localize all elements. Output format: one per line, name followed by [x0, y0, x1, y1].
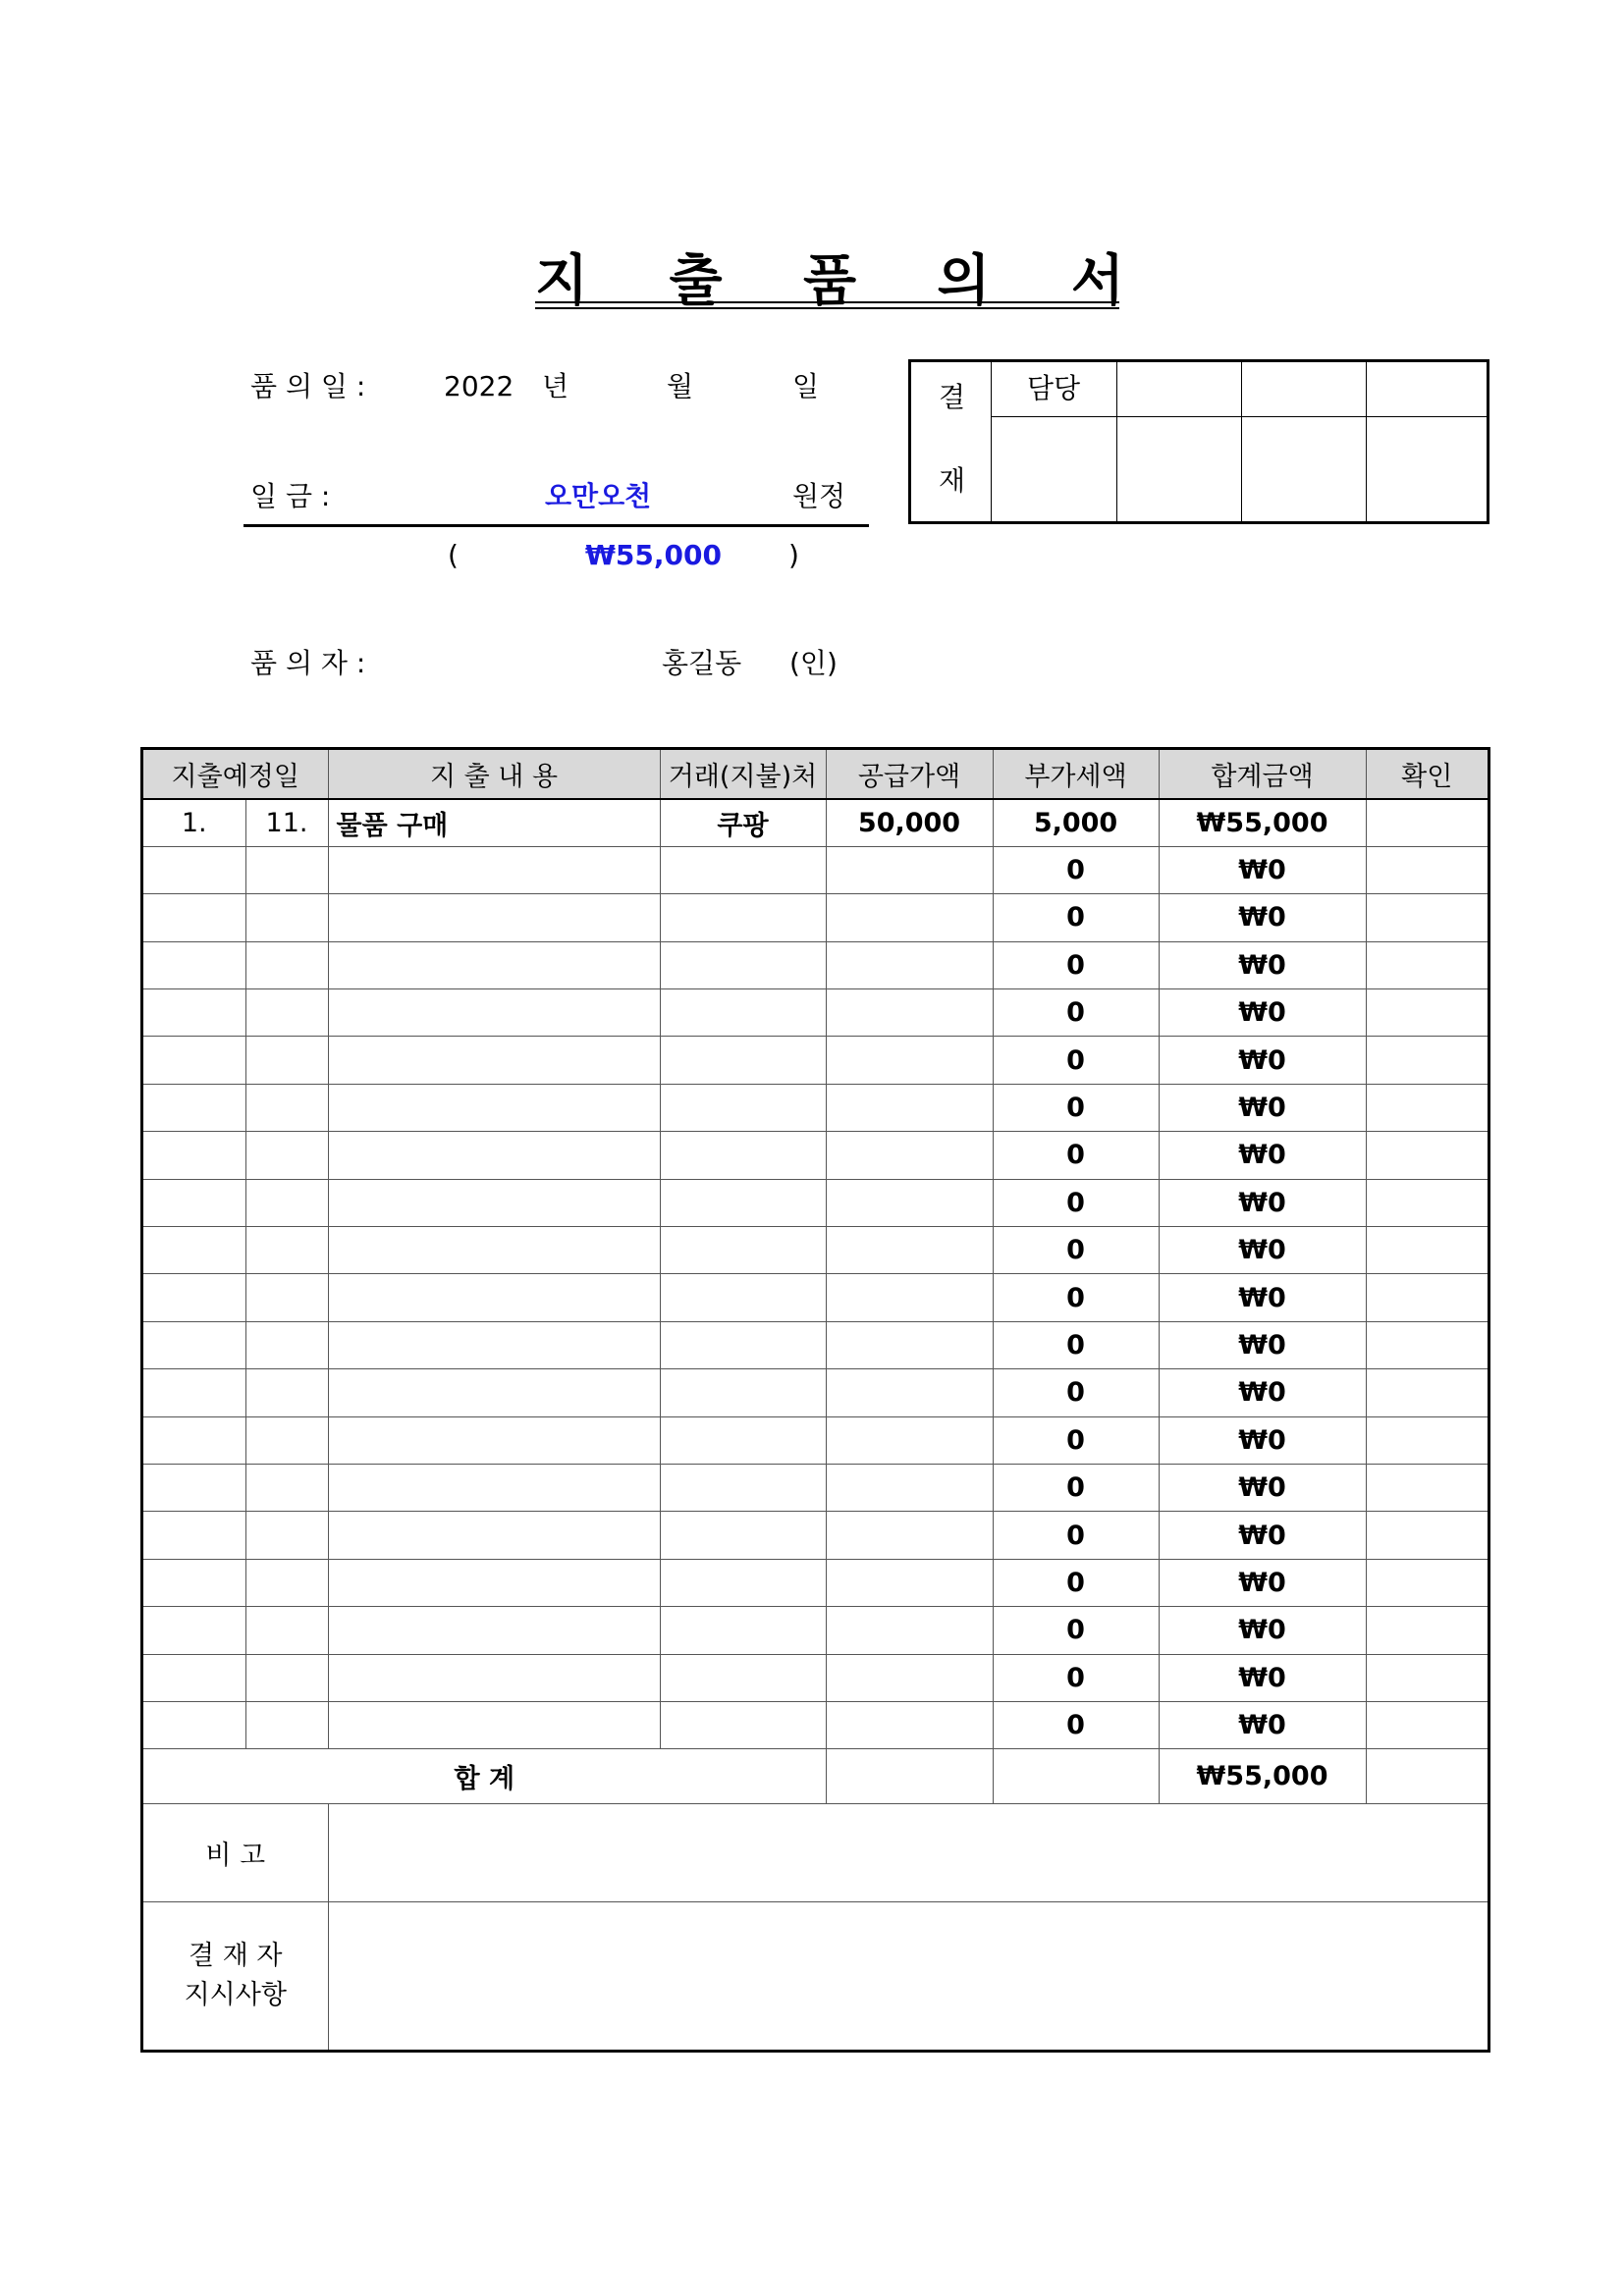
cell-vendor[interactable]: [660, 1512, 826, 1559]
cell-description[interactable]: [328, 989, 660, 1037]
cell-day[interactable]: [245, 1369, 328, 1416]
cell-confirm[interactable]: [1366, 1701, 1488, 1748]
table-row: [143, 1464, 1488, 1511]
title-char: 의: [937, 249, 991, 313]
cell-confirm[interactable]: [1366, 1512, 1488, 1559]
cell-confirm[interactable]: [1366, 1464, 1488, 1511]
cell-month[interactable]: [143, 846, 245, 893]
header-supply: 공급가액: [826, 750, 993, 799]
cell-day[interactable]: [245, 941, 328, 988]
total-amount[interactable]: ₩55,000: [1159, 1749, 1366, 1804]
cell-month[interactable]: [143, 989, 245, 1037]
cell-description[interactable]: [328, 1227, 660, 1274]
header-vat: 부가세액: [993, 750, 1159, 799]
cell-month[interactable]: [143, 1274, 245, 1321]
cell-month[interactable]: [143, 1179, 245, 1226]
day-unit: 일: [792, 370, 820, 402]
cell-vendor[interactable]: [660, 1464, 826, 1511]
cell-total[interactable]: ₩0: [1159, 1464, 1366, 1511]
remarks-label: 비 고: [143, 1804, 328, 1902]
cell-day[interactable]: [245, 894, 328, 941]
cell-day[interactable]: [245, 1607, 328, 1654]
table-header-row: [143, 750, 1488, 799]
cell-day[interactable]: [245, 1179, 328, 1226]
cell-month[interactable]: [143, 1084, 245, 1131]
table-row: [143, 894, 1488, 941]
cell-vendor[interactable]: [660, 894, 826, 941]
title-char: 지: [535, 249, 589, 313]
cell-vat[interactable]: 0: [993, 1369, 1159, 1416]
cell-day[interactable]: [245, 989, 328, 1037]
cell-confirm[interactable]: [1366, 1559, 1488, 1606]
cell-vat[interactable]: 5,000: [993, 799, 1159, 846]
table-row: [143, 989, 1488, 1037]
title-char: 서: [1070, 249, 1124, 313]
cell-vat[interactable]: 0: [993, 1321, 1159, 1368]
cell-total[interactable]: ₩0: [1159, 1369, 1366, 1416]
cell-vat[interactable]: 0: [993, 894, 1159, 941]
cell-confirm[interactable]: [1366, 941, 1488, 988]
year-unit: 년: [542, 370, 569, 402]
cell-total[interactable]: ₩0: [1159, 1559, 1366, 1606]
cell-vat[interactable]: 0: [993, 1512, 1159, 1559]
cell-vendor[interactable]: [660, 1607, 826, 1654]
total-confirm[interactable]: [1366, 1749, 1488, 1804]
amount-label: 일 금 :: [250, 480, 331, 512]
cell-day[interactable]: [245, 846, 328, 893]
cell-day[interactable]: 11.: [245, 799, 328, 846]
cell-vendor[interactable]: [660, 1084, 826, 1131]
cell-description[interactable]: [328, 1701, 660, 1748]
cell-description[interactable]: [328, 1512, 660, 1559]
cell-month[interactable]: [143, 1559, 245, 1606]
cell-vendor[interactable]: [660, 1321, 826, 1368]
cell-vendor[interactable]: [660, 1274, 826, 1321]
document-title: [535, 201, 1124, 313]
table-row: [143, 941, 1488, 988]
cell-vendor[interactable]: [660, 1037, 826, 1084]
table-row: [143, 1607, 1488, 1654]
cell-vat[interactable]: 0: [993, 1037, 1159, 1084]
cell-day[interactable]: [245, 1132, 328, 1179]
table-row: [143, 846, 1488, 893]
requester-label: 품 의 자 :: [250, 647, 366, 679]
cell-day[interactable]: [245, 1321, 328, 1368]
cell-description[interactable]: [328, 1321, 660, 1368]
approval-role-cell[interactable]: [1117, 362, 1240, 415]
cell-supply[interactable]: [826, 989, 993, 1037]
cell-month[interactable]: 1.: [143, 799, 245, 846]
cell-supply[interactable]: [826, 1369, 993, 1416]
remarks-field[interactable]: [328, 1804, 1488, 1902]
cell-total[interactable]: ₩55,000: [1159, 799, 1366, 846]
cell-supply[interactable]: [826, 894, 993, 941]
cell-vat[interactable]: 0: [993, 1701, 1159, 1748]
cell-month[interactable]: [143, 1321, 245, 1368]
cell-vat[interactable]: 0: [993, 1654, 1159, 1701]
cell-supply[interactable]: [826, 1132, 993, 1179]
cell-vendor[interactable]: 쿠팡: [660, 799, 826, 846]
cell-supply[interactable]: [826, 1037, 993, 1084]
table-row: [143, 1274, 1488, 1321]
instructions-label: [143, 1902, 328, 2050]
cell-day[interactable]: [245, 1464, 328, 1511]
table-row: [143, 1132, 1488, 1179]
cell-total[interactable]: ₩0: [1159, 1607, 1366, 1654]
cell-total[interactable]: ₩0: [1159, 846, 1366, 893]
table-row: [143, 1037, 1488, 1084]
cell-supply[interactable]: [826, 1179, 993, 1226]
cell-month[interactable]: [143, 1464, 245, 1511]
cell-month[interactable]: [143, 1369, 245, 1416]
cell-description[interactable]: [328, 1369, 660, 1416]
cell-supply[interactable]: [826, 1464, 993, 1511]
seal-mark: (인): [789, 647, 838, 679]
cell-confirm[interactable]: [1366, 1607, 1488, 1654]
table-row: [143, 1654, 1488, 1701]
cell-total[interactable]: ₩0: [1159, 1654, 1366, 1701]
cell-total[interactable]: ₩0: [1159, 941, 1366, 988]
cell-supply[interactable]: [826, 1607, 993, 1654]
cell-vendor[interactable]: [660, 1179, 826, 1226]
instructions-row: [143, 1902, 1488, 2050]
cell-description[interactable]: [328, 1559, 660, 1606]
cell-description[interactable]: [328, 1179, 660, 1226]
cell-description[interactable]: 물품 구매: [328, 799, 660, 846]
cell-month[interactable]: [143, 894, 245, 941]
cell-supply[interactable]: [826, 1227, 993, 1274]
table-row: [143, 1559, 1488, 1606]
cell-description[interactable]: [328, 1416, 660, 1464]
cell-month[interactable]: [143, 1701, 245, 1748]
amount-numeric[interactable]: ₩55,000: [585, 539, 722, 571]
cell-vendor[interactable]: [660, 1701, 826, 1748]
cell-vat[interactable]: 0: [993, 941, 1159, 988]
cell-description[interactable]: [328, 1464, 660, 1511]
cell-vat[interactable]: 0: [993, 1559, 1159, 1606]
cell-description[interactable]: [328, 941, 660, 988]
cell-description[interactable]: [328, 1274, 660, 1321]
cell-supply[interactable]: [826, 1274, 993, 1321]
cell-day[interactable]: [245, 1701, 328, 1748]
approval-divider: [991, 416, 1487, 417]
cell-total[interactable]: ₩0: [1159, 1084, 1366, 1131]
cell-total[interactable]: ₩0: [1159, 1701, 1366, 1748]
cell-day[interactable]: [245, 1084, 328, 1131]
approval-role-cell[interactable]: [1367, 362, 1487, 415]
cell-vendor[interactable]: [660, 989, 826, 1037]
cell-vat[interactable]: 0: [993, 1084, 1159, 1131]
cell-total[interactable]: ₩0: [1159, 1227, 1366, 1274]
cell-vat[interactable]: 0: [993, 846, 1159, 893]
year-value[interactable]: 2022: [444, 370, 514, 402]
requester-name[interactable]: 홍길동: [662, 647, 742, 679]
cell-vendor[interactable]: [660, 1654, 826, 1701]
cell-day[interactable]: [245, 1274, 328, 1321]
instructions-field[interactable]: [328, 1902, 1488, 2050]
cell-vat[interactable]: 0: [993, 1227, 1159, 1274]
cell-confirm[interactable]: [1366, 1037, 1488, 1084]
cell-supply[interactable]: [826, 1416, 993, 1464]
cell-supply[interactable]: [826, 1321, 993, 1368]
table-row: [143, 1321, 1488, 1368]
approval-sign-cell[interactable]: [1117, 419, 1240, 521]
table-row: [143, 1701, 1488, 1748]
cell-total[interactable]: ₩0: [1159, 1416, 1366, 1464]
cell-total[interactable]: ₩0: [1159, 894, 1366, 941]
cell-total[interactable]: ₩0: [1159, 989, 1366, 1037]
cell-confirm[interactable]: [1366, 1084, 1488, 1131]
paren-close: ): [788, 539, 799, 571]
date-label: 품 의 일 :: [250, 370, 366, 402]
cell-day[interactable]: [245, 1227, 328, 1274]
cell-vendor[interactable]: [660, 1227, 826, 1274]
cell-month[interactable]: [143, 1227, 245, 1274]
title-char: 출: [669, 249, 723, 313]
cell-vat[interactable]: 0: [993, 989, 1159, 1037]
cell-month[interactable]: [143, 1512, 245, 1559]
header-confirm: 확인: [1366, 750, 1488, 799]
cell-total[interactable]: ₩0: [1159, 1274, 1366, 1321]
cell-confirm[interactable]: [1366, 846, 1488, 893]
approval-side-label: 재: [939, 464, 966, 497]
cell-confirm[interactable]: [1366, 894, 1488, 941]
cell-month[interactable]: [143, 1654, 245, 1701]
header-vendor: 거래(지불)처: [660, 750, 826, 799]
cell-month[interactable]: [143, 1132, 245, 1179]
cell-supply[interactable]: [826, 1512, 993, 1559]
table-row: [143, 1179, 1488, 1226]
cell-supply[interactable]: [826, 941, 993, 988]
cell-description[interactable]: [328, 1037, 660, 1084]
approval-role-cell[interactable]: [1242, 362, 1365, 415]
cell-vendor[interactable]: [660, 941, 826, 988]
cell-confirm[interactable]: [1366, 989, 1488, 1037]
cell-vat[interactable]: 0: [993, 1132, 1159, 1179]
cell-day[interactable]: [245, 1559, 328, 1606]
table-row: [143, 1084, 1488, 1131]
header-total: 합계금액: [1159, 750, 1366, 799]
table-row: [143, 1227, 1488, 1274]
total-supply[interactable]: [826, 1749, 993, 1804]
total-row: [143, 1749, 1488, 1804]
approval-sign-cell[interactable]: [1367, 419, 1487, 521]
cell-supply[interactable]: [826, 1701, 993, 1748]
cell-supply[interactable]: [826, 1084, 993, 1131]
cell-vendor[interactable]: [660, 1416, 826, 1464]
cell-total[interactable]: ₩0: [1159, 1179, 1366, 1226]
approval-sign-cell[interactable]: [992, 419, 1115, 521]
table-row: [143, 1416, 1488, 1464]
cell-vendor[interactable]: [660, 1132, 826, 1179]
cell-confirm[interactable]: [1366, 1654, 1488, 1701]
cell-total[interactable]: ₩0: [1159, 1037, 1366, 1084]
amount-korean[interactable]: 오만오천: [545, 480, 652, 512]
cell-vendor[interactable]: [660, 846, 826, 893]
cell-total[interactable]: ₩0: [1159, 1132, 1366, 1179]
month-unit: 월: [667, 370, 694, 402]
instructions-label-line: 지시사항: [184, 1980, 287, 2011]
cell-confirm[interactable]: [1366, 1227, 1488, 1274]
cell-confirm[interactable]: [1366, 1132, 1488, 1179]
cell-vendor[interactable]: [660, 1559, 826, 1606]
cell-day[interactable]: [245, 1416, 328, 1464]
cell-confirm[interactable]: [1366, 1416, 1488, 1464]
header-date: 지출예정일: [143, 750, 328, 799]
cell-confirm[interactable]: [1366, 1179, 1488, 1226]
cell-vendor[interactable]: [660, 1369, 826, 1416]
expense-table: [140, 747, 1490, 2053]
cell-vat[interactable]: 0: [993, 1274, 1159, 1321]
cell-description[interactable]: [328, 846, 660, 893]
header-description: 지 출 내 용: [328, 750, 660, 799]
cell-supply[interactable]: [826, 1559, 993, 1606]
approval-sign-cell[interactable]: [1242, 419, 1365, 521]
cell-description[interactable]: [328, 1084, 660, 1131]
remarks-row: [143, 1804, 1488, 1902]
total-label: 합 계: [143, 1749, 826, 1804]
cell-description[interactable]: [328, 1132, 660, 1179]
instructions-label-line: 결 재 자: [189, 1941, 283, 1972]
cell-month[interactable]: [143, 1416, 245, 1464]
approval-side-label: 결: [939, 381, 966, 413]
cell-day[interactable]: [245, 1512, 328, 1559]
cell-description[interactable]: [328, 894, 660, 941]
cell-description[interactable]: [328, 1607, 660, 1654]
amount-underline: [244, 524, 869, 527]
cell-total[interactable]: ₩0: [1159, 1512, 1366, 1559]
cell-supply[interactable]: 50,000: [826, 799, 993, 846]
cell-day[interactable]: [245, 1037, 328, 1084]
cell-vat[interactable]: 0: [993, 1607, 1159, 1654]
cell-total[interactable]: ₩0: [1159, 1321, 1366, 1368]
cell-month[interactable]: [143, 1607, 245, 1654]
cell-confirm[interactable]: [1366, 1321, 1488, 1368]
cell-vat[interactable]: 0: [993, 1179, 1159, 1226]
table-row: [143, 799, 1488, 846]
approval-role-label: 담당: [1026, 372, 1081, 404]
cell-day[interactable]: [245, 1654, 328, 1701]
approval-box: [908, 359, 1489, 524]
cell-confirm[interactable]: [1366, 1369, 1488, 1416]
cell-vat[interactable]: 0: [993, 1464, 1159, 1511]
table-row: [143, 1512, 1488, 1559]
cell-confirm[interactable]: [1366, 1274, 1488, 1321]
cell-vat[interactable]: 0: [993, 1416, 1159, 1464]
cell-confirm[interactable]: [1366, 799, 1488, 846]
cell-month[interactable]: [143, 941, 245, 988]
cell-month[interactable]: [143, 1037, 245, 1084]
title-underline: [535, 301, 1119, 303]
title-underline: [535, 307, 1119, 309]
cell-description[interactable]: [328, 1654, 660, 1701]
table-row: [143, 1369, 1488, 1416]
title-char: 품: [802, 249, 857, 313]
paren-open: (: [448, 539, 459, 571]
cell-supply[interactable]: [826, 846, 993, 893]
cell-supply[interactable]: [826, 1654, 993, 1701]
total-vat[interactable]: [993, 1749, 1159, 1804]
amount-suffix: 원정: [792, 480, 846, 512]
